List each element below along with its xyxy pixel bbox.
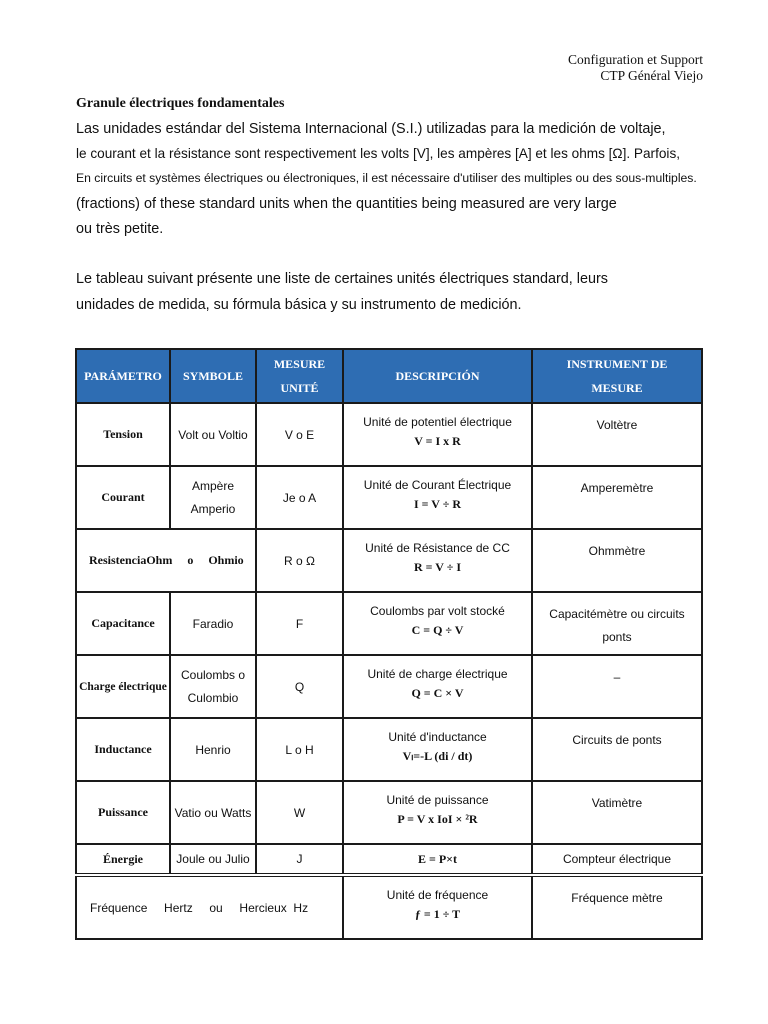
unit-cell: Q	[256, 655, 343, 718]
instr-cell: Ohmmètre	[532, 529, 702, 592]
table-header-row	[76, 349, 702, 403]
desc-text: Unité d'inductance	[388, 730, 487, 744]
desc-cell	[343, 466, 532, 529]
param-cell: Énergie	[76, 844, 170, 875]
param-cell: Tension	[76, 403, 170, 466]
page-header	[568, 52, 703, 84]
param-cell: Puissance	[76, 781, 170, 844]
param-text: Fréquence Hertz ou Hercieux Hz	[90, 900, 309, 915]
symbol-cell: Faradio	[170, 592, 256, 655]
table-row	[76, 403, 702, 466]
formula: Vₗ=-L (di / dt)	[402, 749, 473, 763]
header-line-1: Configuration et Support	[568, 52, 703, 67]
instr-cell: Compteur électrique	[532, 844, 702, 875]
symbol-line-2: Culombio	[187, 690, 239, 705]
symbol-cell	[170, 466, 256, 529]
desc-cell	[343, 875, 532, 939]
instr-cell: –	[532, 655, 702, 718]
table-row	[76, 655, 702, 718]
instr-line-1: Capacitémètre ou circuits	[549, 607, 685, 621]
header-instr-line-2: MESURE	[591, 381, 643, 395]
param-cell: Courant	[76, 466, 170, 529]
symbol-line-1: Ampère	[191, 478, 235, 493]
formula: ƒ = 1 ÷ T	[414, 907, 461, 921]
desc-text: Unité de potentiel électrique	[363, 415, 512, 429]
unit-cell: R o Ω	[256, 529, 343, 592]
desc-text: Unité de puissance	[386, 793, 489, 807]
desc-text: Unité de Résistance de CC	[365, 541, 510, 555]
paragraph-line-1: Las unidades estándar del Sistema Internacional (S.I.) utilizadas para la medición de voltaje,	[76, 121, 666, 137]
param-cell: Capacitance	[76, 592, 170, 655]
symbol-line-2: Amperio	[190, 501, 236, 516]
desc-cell	[343, 403, 532, 466]
instr-cell: Voltètre	[532, 403, 702, 466]
table-row	[76, 844, 702, 875]
desc-text: Unité de Courant Électrique	[363, 478, 512, 492]
table-row	[76, 875, 702, 939]
desc-text: Unité de charge électrique	[367, 667, 508, 681]
paragraph-line-2: le courant et la résistance sont respectivement les volts [V], les ampères [A] et les ohms [Ω]. Parfois,	[76, 146, 681, 161]
instr-line-2: ponts	[602, 630, 632, 644]
desc-cell	[343, 844, 532, 875]
instr-cell: Amperemètre	[532, 466, 702, 529]
instr-cell: Fréquence mètre	[532, 875, 702, 939]
units-table	[75, 348, 703, 940]
header-param: PARÁMETRO	[76, 349, 170, 403]
table-row	[76, 592, 702, 655]
header-symbol: SYMBOLE	[170, 349, 256, 403]
table-row	[76, 718, 702, 781]
desc-cell	[343, 655, 532, 718]
param-cell	[76, 529, 256, 592]
param-cell: Charge électrique	[76, 655, 170, 718]
header-instr	[532, 349, 702, 403]
unit-cell: L o H	[256, 718, 343, 781]
table-row	[76, 466, 702, 529]
paragraph-line-4: (fractions) of these standard units when the quantities being measured are very large	[76, 196, 617, 212]
header-instr-line-1: INSTRUMENT DE	[566, 357, 668, 371]
desc-cell	[343, 529, 532, 592]
formula: E = P×t	[417, 852, 457, 866]
instr-cell: Circuits de ponts	[532, 718, 702, 781]
header-unit-line-2: UNITÉ	[280, 381, 319, 395]
formula: Q = C × V	[411, 686, 464, 700]
desc-cell	[343, 592, 532, 655]
paragraph-line-5: ou très petite.	[76, 221, 164, 237]
desc-cell	[343, 781, 532, 844]
paragraph-line-6: Le tableau suivant présente une liste de certaines unités électriques standard, leurs	[76, 271, 608, 287]
header-line-2: CTP Général Viejo	[600, 68, 703, 83]
formula: C = Q ÷ V	[411, 623, 464, 637]
param-cell	[76, 875, 343, 939]
desc-text: Unité de fréquence	[386, 888, 489, 902]
formula: R = V ÷ I	[414, 560, 461, 574]
paragraph-line-7: unidades de medida, su fórmula básica y su instrumento de medición.	[76, 297, 522, 313]
formula: P = V x IoI × ²R	[397, 812, 478, 826]
header-unit-line-1: MESURE	[273, 357, 326, 371]
param-cell: Inductance	[76, 718, 170, 781]
table-row	[76, 781, 702, 844]
desc-text: Coulombs par volt stocké	[370, 604, 505, 618]
symbol-cell	[170, 655, 256, 718]
instr-cell	[532, 592, 702, 655]
unit-cell: J	[256, 844, 343, 875]
instr-cell: Vatimètre	[532, 781, 702, 844]
unit-cell: V o E	[256, 403, 343, 466]
formula: V = I x R	[414, 434, 461, 448]
unit-cell: Je o A	[256, 466, 343, 529]
header-desc: DESCRIPCIÓN	[343, 349, 532, 403]
unit-cell: F	[256, 592, 343, 655]
unit-cell: W	[256, 781, 343, 844]
formula: I = V ÷ R	[414, 497, 461, 511]
param-text: ResistenciaOhm o Ohmio	[89, 553, 244, 567]
section-title: Granule électriques fondamentales	[76, 96, 285, 111]
symbol-line-1: Coulombs o	[180, 667, 246, 682]
symbol-cell: Vatio ou Watts	[170, 781, 256, 844]
symbol-cell: Joule ou Julio	[170, 844, 256, 875]
header-unit	[256, 349, 343, 403]
desc-cell	[343, 718, 532, 781]
table-row	[76, 529, 702, 592]
symbol-cell: Henrio	[170, 718, 256, 781]
symbol-cell: Volt ou Voltio	[170, 403, 256, 466]
paragraph-line-3: En circuits et systèmes électriques ou électroniques, il est nécessaire d'utiliser des multiples ou des sous-multiples.	[76, 171, 697, 185]
